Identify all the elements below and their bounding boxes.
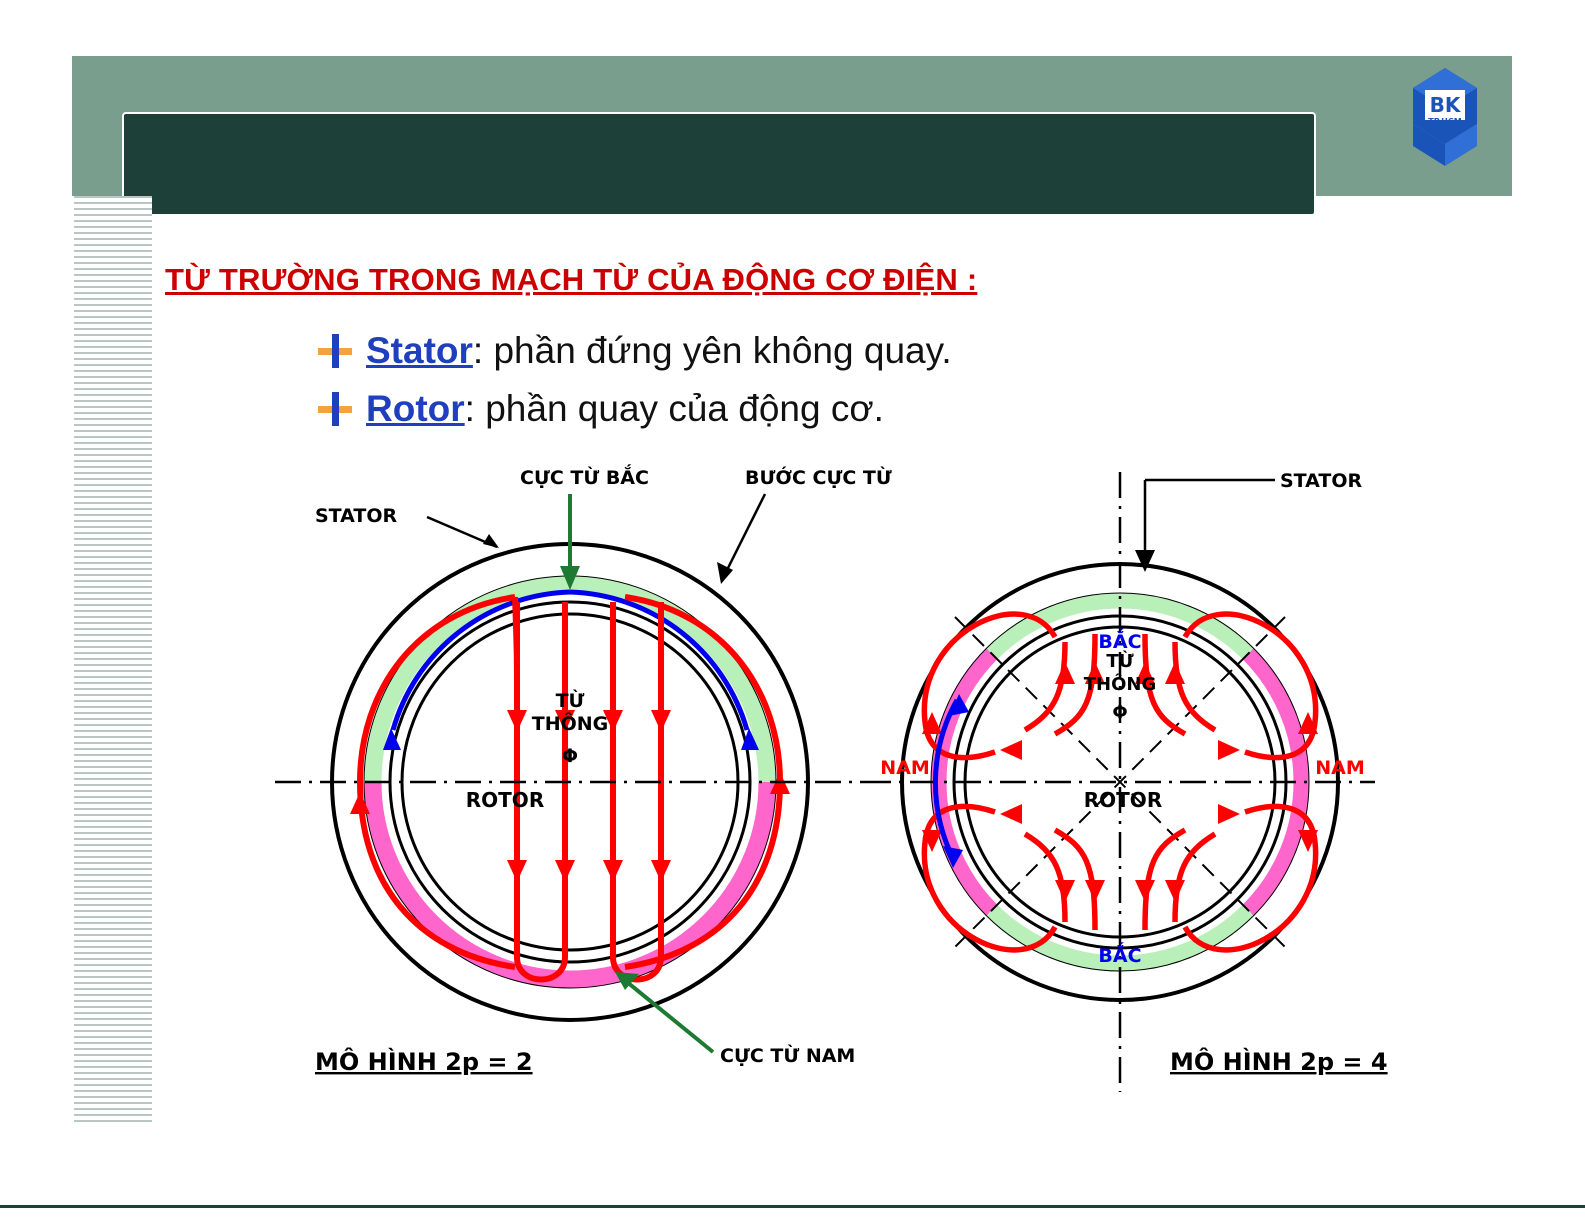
flux-label-line2-right: THÔNG: [1083, 674, 1157, 695]
caption-right: MÔ HÌNH 2p = 4: [1170, 1048, 1388, 1076]
bk-logo: [1385, 62, 1505, 172]
bullet-item-stator: [318, 330, 952, 372]
right-model-2p4: [865, 470, 1388, 1092]
footer-divider: [0, 1205, 1585, 1208]
pole-pitch-leader: [725, 494, 765, 574]
flux-label-line2: THÔNG: [531, 713, 609, 735]
nam-label-left: NAM: [880, 757, 930, 779]
flux-label-line1-right: TỪ: [1106, 651, 1134, 672]
rotor-label-left: ROTOR: [465, 788, 545, 812]
rotor-label-right: ROTOR: [1083, 788, 1163, 812]
logo-subtext: TP.HCM: [1428, 117, 1462, 126]
figure-svg: [265, 462, 1425, 1102]
south-pole-leader: [627, 982, 713, 1052]
bullet-text-rotor: : phần quay của động cơ.: [464, 388, 884, 429]
nam-label-right: NAM: [1315, 757, 1365, 779]
motor-magnetic-field-figure: [265, 462, 1425, 1102]
leader-arrowhead: [1135, 550, 1155, 572]
header-banner-title-box: [122, 112, 1316, 216]
left-decorative-strip: [74, 196, 152, 1126]
bullet-item-rotor: [318, 388, 884, 430]
logo-text: BK: [1429, 93, 1461, 117]
north-pole-callout-label: CỰC TỪ BẮC: [520, 467, 649, 489]
bullet-text-stator: : phần đứng yên không quay.: [472, 330, 952, 371]
bac-label-bottom: BẮC: [1098, 945, 1142, 967]
flux-symbol-right: Φ: [1112, 702, 1128, 723]
bac-label-top: BẮC: [1098, 631, 1142, 653]
bullet-keyword-stator: Stator: [366, 330, 473, 371]
plus-bullet-icon: [318, 334, 352, 368]
page-title: TỪ TRƯỜNG TRONG MẠCH TỪ CỦA ĐỘNG CƠ ĐIỆN :: [165, 262, 978, 297]
leader-arrowhead: [483, 534, 499, 548]
flux-label-line1: TỪ: [555, 690, 585, 712]
stator-label-left: STATOR: [315, 505, 398, 527]
plus-bullet-icon: [318, 392, 352, 426]
south-pole-callout-label: CỰC TỪ NAM: [720, 1045, 856, 1067]
stator-label-right: STATOR: [1280, 470, 1363, 492]
pole-pitch-callout-label: BƯỚC CỰC TỪ: [745, 467, 892, 489]
flux-symbol: Φ: [561, 745, 579, 767]
bullet-keyword-rotor: Rotor: [366, 388, 465, 429]
left-model-2p2: [275, 463, 892, 1076]
caption-left: MÔ HÌNH 2p = 2: [315, 1048, 533, 1076]
